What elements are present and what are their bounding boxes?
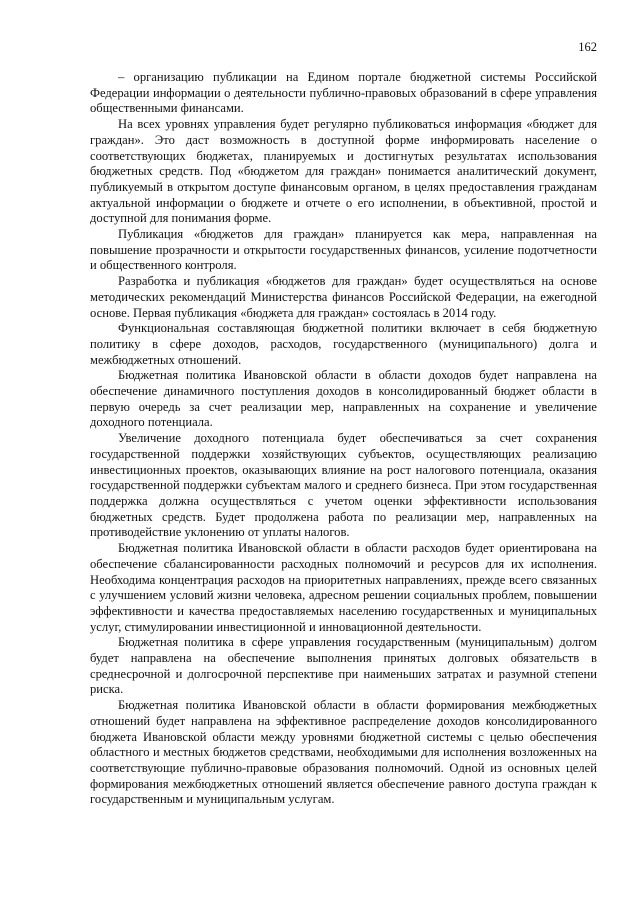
- paragraph-budget-for-citizens-info: На всех уровнях управления будет регулярно публиковаться информация «бюджет для граждан». Это даст возможность в доступной форме информировать население о соответствующих бюджетах, планируемых и достигнутых результатах использования бюджетных средств. Под «бюджетом для граждан» понимается аналитический документ, публикуемый в открытом доступе финансовым органом, в целях предоставления гражданам актуальной информации о бюджете и отчете о его исполнении, в объективной, простой и доступной для понимания форме.: [90, 117, 597, 226]
- paragraph-budget-for-citizens-transparency: Публикация «бюджетов для граждан» планируется как мера, направленная на повышение прозрачности и открытости государственных финансов, усиление подотчетности и общественного контроля.: [90, 227, 597, 273]
- paragraph-revenue-policy: Бюджетная политика Ивановской области в области доходов будет направлена на обеспечение динамичного поступления доходов в консолидированный бюджет области в первую очередь за счет реализации мер, направленных на сохранение и увеличение доходного потенциала.: [90, 368, 597, 430]
- paragraph-interbudgetary-policy: Бюджетная политика Ивановской области в области формирования межбюджетных отношений будет направлена на эффективное распределение доходов консолидированного бюджета Ивановской области между уровнями бюджетной системы с целью обеспечения областного и местных бюджетов средствами, необходимыми для исполнения возложенных на соответствующие публично-правовые образования полномочий. Одной из основных целей формирования межбюджетных отношений является обеспечение равного доступа граждан к государственным и муниципальным услугам.: [90, 698, 597, 807]
- paragraph-publication-portal: – организацию публикации на Едином портале бюджетной системы Российской Федерации информации о деятельности публично-правовых образований в сфере управления общественными финансами.: [90, 70, 597, 116]
- paragraph-debt-policy: Бюджетная политика в сфере управления государственным (муниципальным) долгом будет направлена на обеспечение выполнения принятых долговых обязательств в среднесрочной и долгосрочной перспективе при наименьших затратах и разумной степени риска.: [90, 635, 597, 697]
- paragraph-revenue-potential: Увеличение доходного потенциала будет обеспечиваться за счет сохранения государственной поддержки хозяйствующих субъектов, осуществляющих реализацию инвестиционных проектов, оказывающих влияние на рост налогового потенциала, оказания государственной поддержки субъектам малого и среднего бизнеса. При этом государственная поддержка должна осуществляться с учетом оценки эффективности использования бюджетных средств. Будет продолжена работа по реализации мер, направленных на противодействие уклонению от уплаты налогов.: [90, 431, 597, 540]
- document-body: [90, 70, 597, 808]
- page-number: 162: [578, 40, 597, 54]
- paragraph-functional-component: Функциональная составляющая бюджетной политики включает в себя бюджетную политику в сфере доходов, расходов, государственного (муниципального) долга и межбюджетных отношений.: [90, 321, 597, 367]
- paragraph-expenditure-policy: Бюджетная политика Ивановской области в области расходов будет ориентирована на обеспечение сбалансированности расходных полномочий и ресурсов для их исполнения. Необходима концентрация расходов на приоритетных направлениях, прежде всего связанных с улучшением условий жизни человека, адресном решении социальных проблем, повышении эффективности и качества предоставляемых населению государственных и муниципальных услуг, стимулировании инвестиционной и инновационной деятельности.: [90, 541, 597, 634]
- paragraph-budget-for-citizens-development: Разработка и публикация «бюджетов для граждан» будет осуществляться на основе методических рекомендаций Министерства финансов Российской Федерации, на ежегодной основе. Первая публикация «бюджета для граждан» состоялась в 2014 году.: [90, 274, 597, 320]
